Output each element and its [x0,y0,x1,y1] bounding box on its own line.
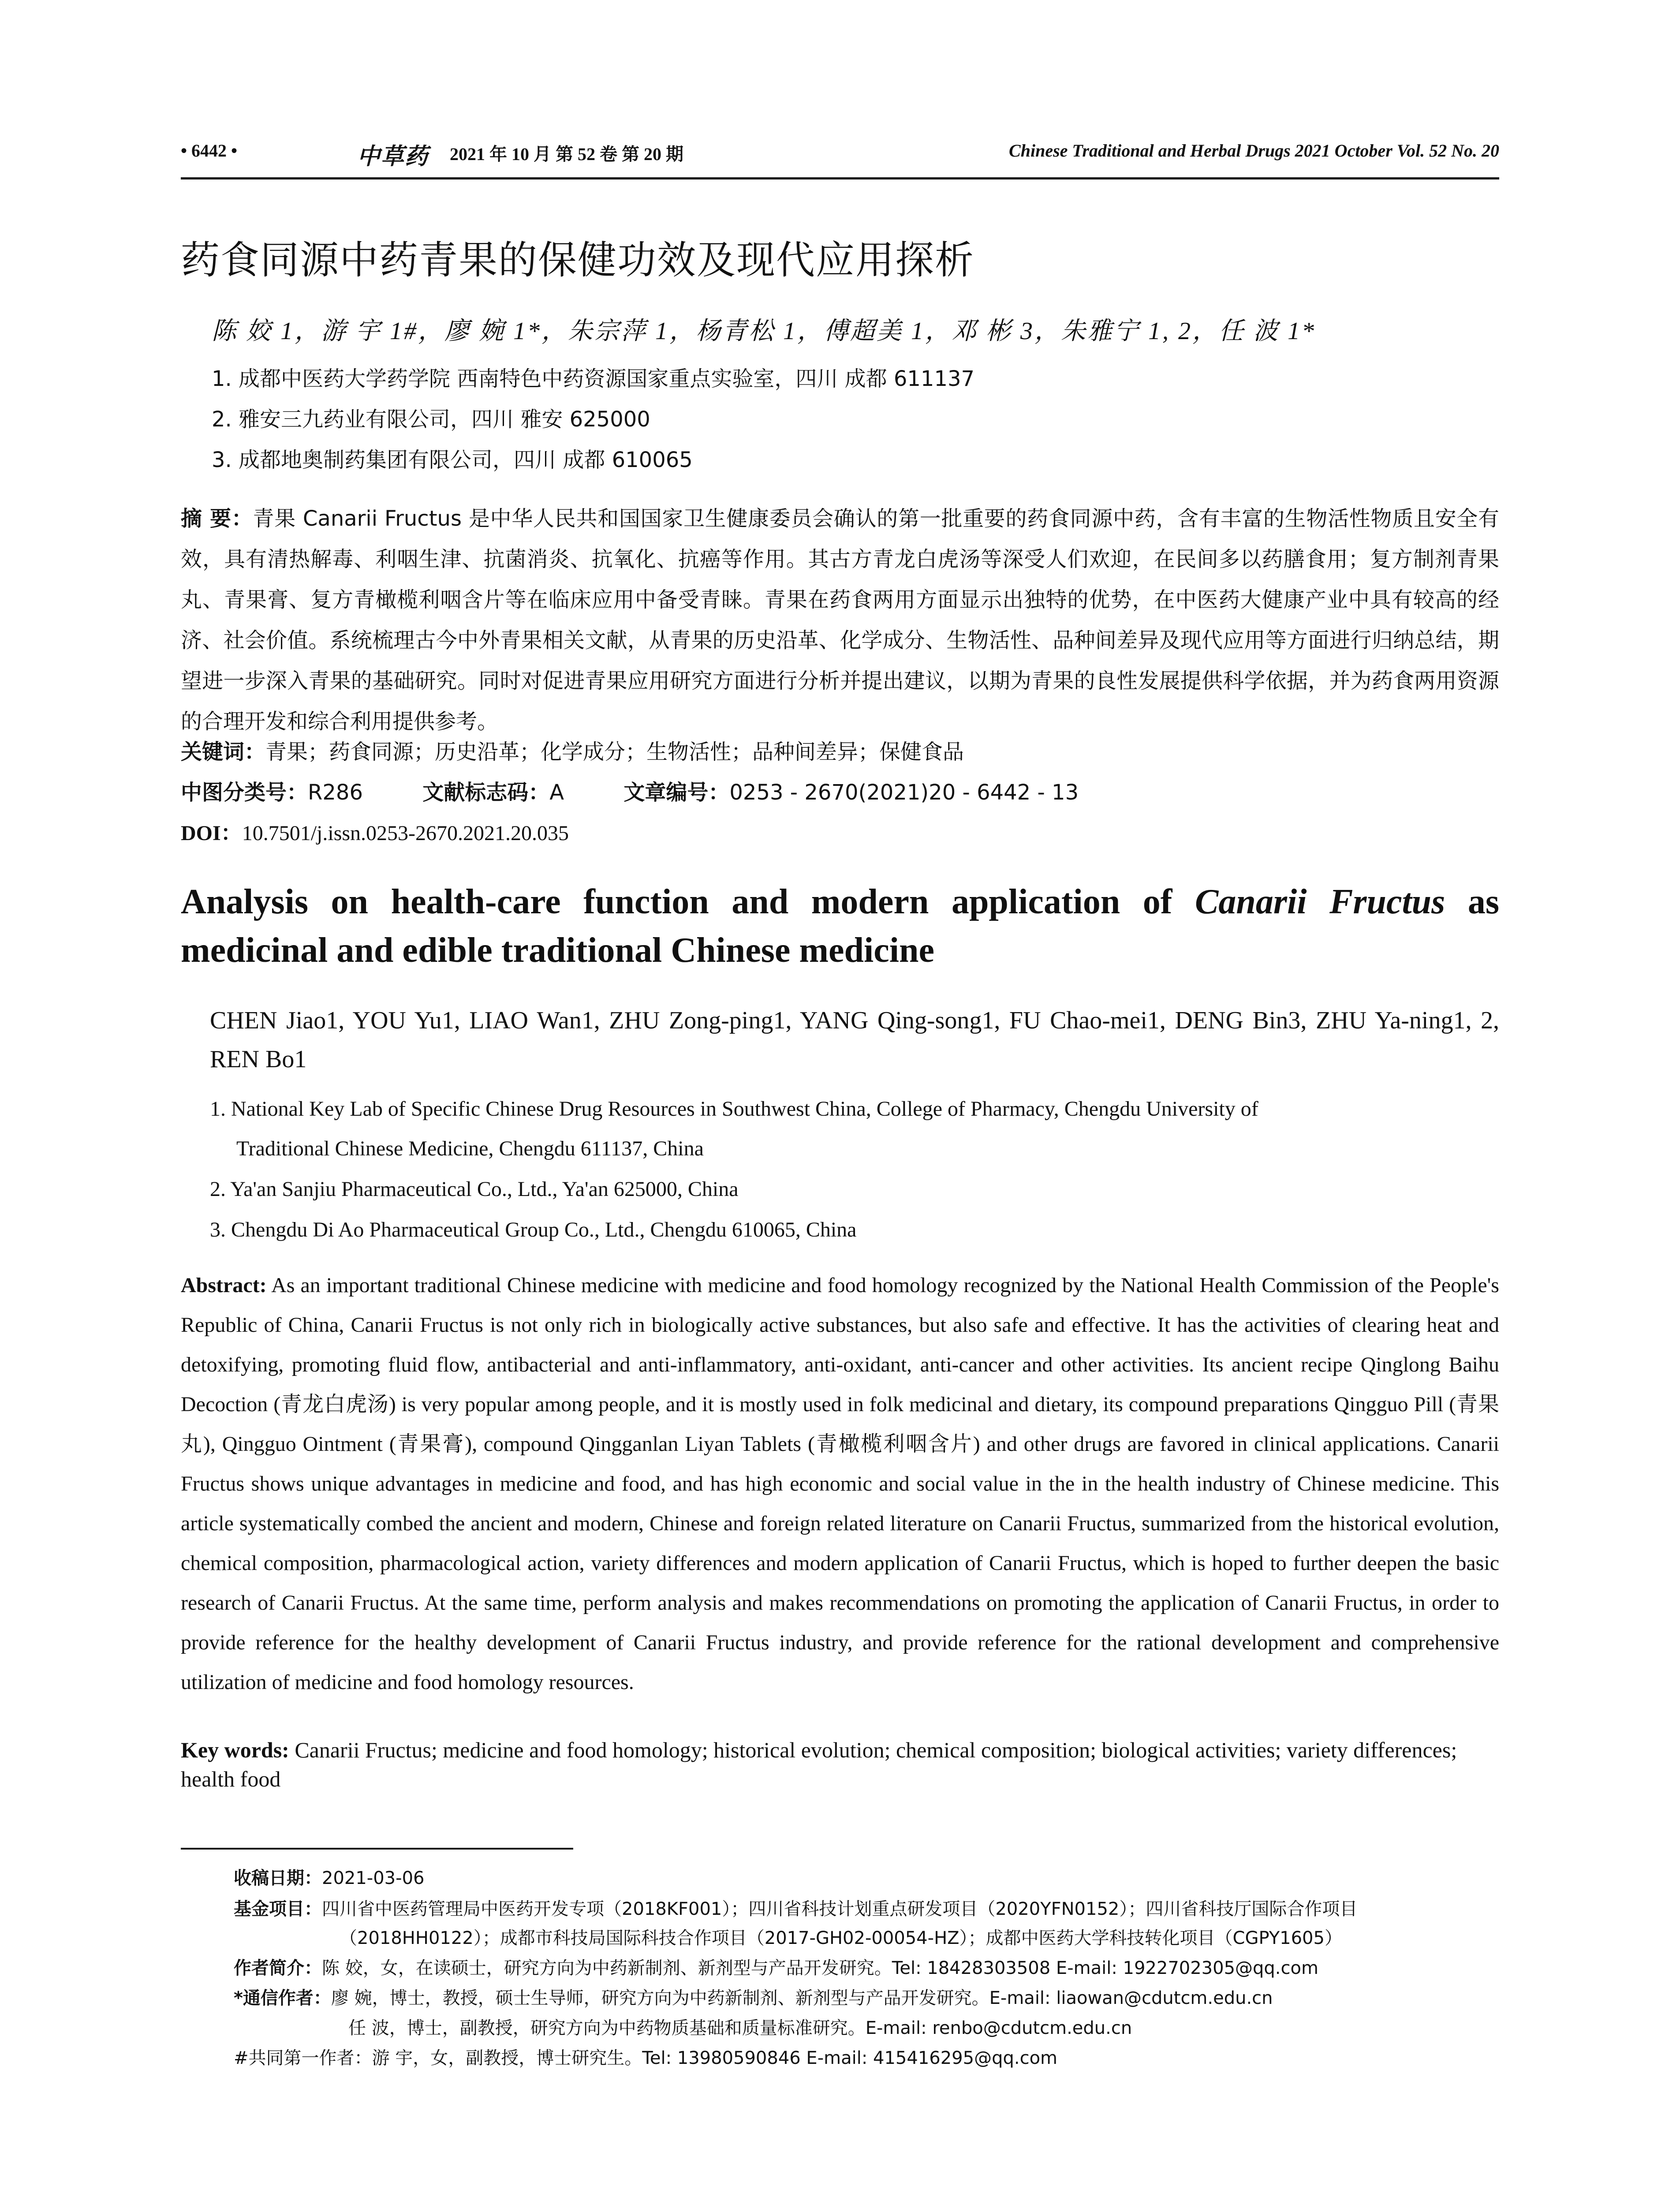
doc-code-label: 文献标志码： [422,780,550,805]
bio-value: 陈 姣，女，在读硕士，研究方向为中药新制剂、新剂型与产品开发研究。Tel: 18428303508 E-mail: 1922702305@qq.com [322,1958,1318,1978]
cn-affiliation-3: 3. 成都地奥制药集团有限公司，四川 成都 610065 [212,448,693,472]
cn-authors: 陈 姣 1，游 宇 1#，廖 婉 1*，朱宗萍 1，杨青松 1，傅超美 1，邓 彬 3，朱雅宁 1, 2，任 波 1* [212,318,1316,345]
issue-en: Chinese Traditional and Herbal Drugs 2021 October Vol. 52 No. 20 [1009,141,1499,161]
footnote-corresponding [234,1984,1499,2013]
running-header [181,140,1499,176]
article-no-label: 文章编号： [623,780,730,805]
fund-label: 基金项目： [234,1899,322,1919]
cn-abstract-text: 青果 Canarii Fructus 是中华人民共和国国家卫生健康委员会确认的第一批重要的药食同源中药，含有丰富的生物活性物质且安全有效，具有清热解毒、利咽生津、抗菌消炎、抗氧化、抗癌等作用。其古方青龙白虎汤等深受人们欢迎，在民间多以药膳食用；复方制剂青果丸、青果膏、复方青橄榄利咽含片等在临床应用中备受青睐。青果在药食两用方面显示出独特的优势，在中医药大健康产业中具有较高的经济、社会价值。系统梳理古今中外青果相关文献，从青果的历史沿革、化学成分、生物活性、品种间差异及现代应用等方面进行归纳总结，期望进一步深入青果的基础研究。同时对促进青果应用研究方面进行分析并提出建议，以期为青果的良性发展提供科学依据，并为药食两用资源的合理开发和综合利用提供参考。 [181,506,1499,734]
en-abstract [181,1266,1499,1702]
footnote-bio [234,1954,1499,1983]
doi-label: DOI： [181,822,242,845]
article-no-value: 0253 - 2670(2021)20 - 6442 - 13 [729,780,1079,805]
cn-abstract-label: 摘 要： [181,506,253,531]
doc-code-value: A [549,780,564,805]
en-keywords [181,1735,1499,1794]
cn-keywords-text: 青果；药食同源；历史沿革；化学成分；生物活性；品种间差异；保健食品 [265,740,964,764]
en-authors: CHEN Jiao1, YOU Yu1, LIAO Wan1, ZHU Zong-ping1, YANG Qing-song1, FU Chao-mei1, DENG Bin3, ZHU Ya-ning1, 2, REN Bo1 [210,1007,1499,1073]
issue-cn: 2021 年 10 月 第 52 卷 第 20 期 [450,144,683,164]
received-value: 2021-03-06 [322,1868,425,1888]
en-affiliation-1-line1: 1. National Key Lab of Specific Chinese Drug Resources in Southwest China, College of Pharmacy, Chengdu University of [210,1097,1258,1121]
en-keywords-text: Canarii Fructus; medicine and food homology; historical evolution; chemical composition; biological activities; variety differences; health food [181,1738,1457,1791]
en-title-italic: Canarii Fructus [1195,882,1445,921]
footnote-fund [234,1895,1499,1953]
cn-affiliation-2: 2. 雅安三九药业有限公司，四川 雅安 625000 [212,407,650,432]
cn-abstract [181,498,1499,742]
cn-title: 药食同源中药青果的保健功效及现代应用探析 [181,237,975,283]
corr-2: 任 波，博士，副教授，研究方向为中药物质基础和质量标准研究。E-mail: renbo@cdutcm.edu.cn [348,2018,1132,2038]
en-abstract-label: Abstract: [181,1274,267,1297]
corr-label: *通信作者： [234,1988,331,2008]
cn-meta [181,775,1499,806]
en-title-part2: as medicinal and edible traditional Chinese medicine [181,882,1499,970]
footnote-cofirst [234,2044,1499,2073]
doi-value: 10.7501/j.issn.0253-2670.2021.20.035 [242,822,569,845]
en-abstract-text: As an important traditional Chinese medicine with medicine and food homology recognized by the National Health Commission of the People's Republic of China, Canarii Fructus is not only rich in biologically active substances, but also safe and effective. It has the activities of clearing heat and detoxifying, promoting fluid flow, antibacterial and anti-inflammatory, anti-oxidant, anti-cancer and other activities. Its ancient recipe Qinglong Baihu Decoction (青龙白虎汤) is very popular among people, and it is mostly used in folk medicinal and dietary, its compound preparations Qingguo Pill (青果丸), Qingguo Ointment (青果膏), compound Qingganlan Liyan Tablets (青橄榄利咽含片) and other drugs are favored in clinical applications. Canarii Fructus shows unique advantages in medicine and food, and has high economic and social value in the in the health industry of Chinese medicine. This article systematically combed the ancient and modern, Chinese and foreign related literature on Canarii Fructus, summarized from the historical evolution, chemical composition, pharmacological action, variety differences and modern application of Canarii Fructus, which is hoped to further deepen the basic research of Canarii Fructus. At the same time, perform analysis and makes recommendations on promoting the application of Canarii Fructus, in order to provide reference for the healthy development of Canarii Fructus industry, and provide reference for the rational development and comprehensive utilization of medicine and food homology resources. [181,1274,1499,1694]
footnote-corresponding-2 [234,2014,1499,2043]
cn-affiliation-1: 1. 成都中医药大学药学院 西南特色中药资源国家重点实验室，四川 成都 611137 [212,366,975,391]
clc-label: 中图分类号： [181,780,308,805]
cofirst-value: 游 宇，女，副教授，博士研究生。Tel: 13980590846 E-mail: 415416295@qq.com [372,2048,1058,2068]
bio-label: 作者简介： [234,1958,322,1978]
en-affiliation-1 [210,1089,1499,1169]
doi [181,816,569,846]
en-affiliation-1-line2: Traditional Chinese Medicine, Chengdu 611137, China [236,1137,704,1160]
cn-keywords-label: 关键词： [181,740,266,764]
clc-value: R286 [308,780,363,805]
en-affiliation-2: 2. Ya'an Sanjiu Pharmaceutical Co., Ltd., Ya'an 625000, China [210,1177,739,1201]
journal-logo-cn: 中草药 [357,144,429,169]
cofirst-label: #共同第一作者： [234,2048,372,2068]
fund-line2: （2018HH0122）；成都市科技局国际科技合作项目（2017-GH02-00054-HZ）；成都中医药大学科技转化项目（CGPY1605） [340,1928,1342,1948]
page-number: • 6442 • [181,141,238,161]
footnote-divider [181,1848,573,1850]
cn-keywords [181,735,964,765]
en-keywords-label: Key words: [181,1738,289,1762]
en-title-part1: Analysis on health-care function and modern application of [181,882,1195,921]
en-title [181,878,1499,975]
en-affiliation-3: 3. Chengdu Di Ao Pharmaceutical Group Co., Ltd., Chengdu 610065, China [210,1218,857,1241]
corr-1: 廖 婉，博士，教授，硕士生导师，研究方向为中药新制剂、新剂型与产品开发研究。E-mail: liaowan@cdutcm.edu.cn [331,1988,1273,2008]
header-divider [181,177,1499,179]
fund-line1: 四川省中医药管理局中医药开发专项（2018KF001）；四川省科技计划重点研发项目（2020YFN0152）；四川省科技厅国际合作项目 [322,1899,1358,1919]
footnote-received [234,1864,1499,1893]
received-label: 收稿日期： [234,1868,322,1888]
